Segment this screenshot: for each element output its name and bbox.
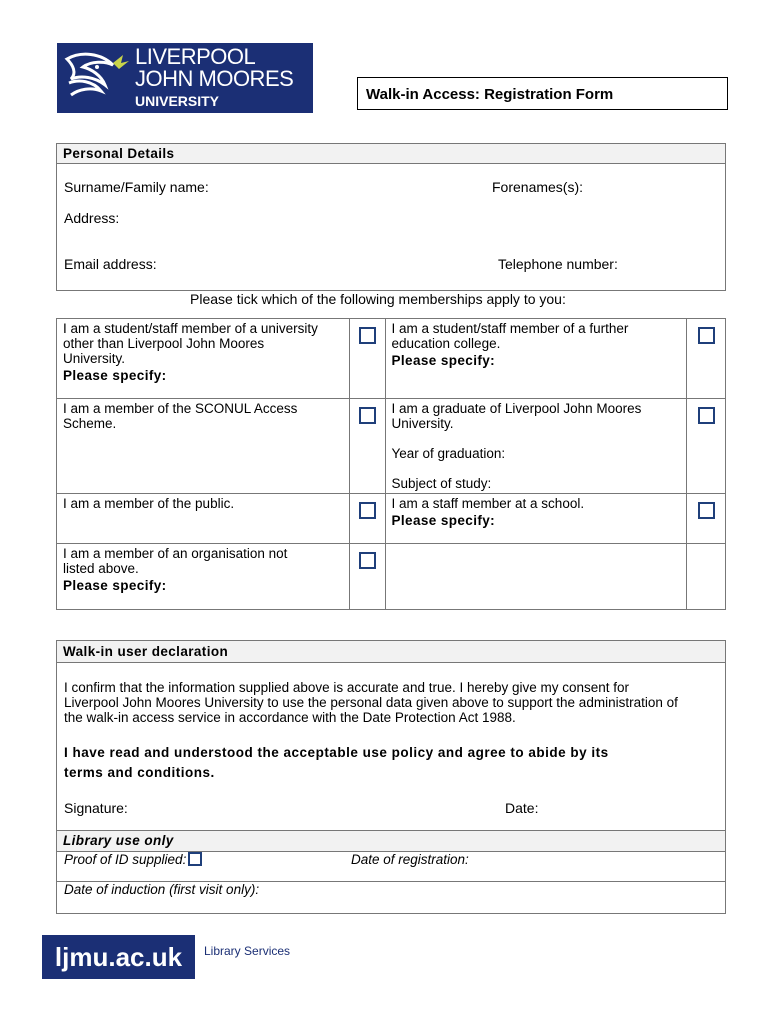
ljmu-graduate-checkbox[interactable]	[698, 407, 715, 424]
graduation-year-field[interactable]: Year of graduation:	[391, 446, 506, 461]
liver-bird-icon	[61, 49, 131, 107]
declaration-section	[56, 640, 726, 914]
checkbox-cell	[349, 319, 385, 399]
checkbox-cell	[349, 399, 385, 494]
membership-text: I am a graduate of Liverpool John Moores	[391, 401, 642, 416]
membership-cell	[57, 494, 350, 544]
ljmu-website-logo: ljmu.ac.uk	[42, 935, 195, 979]
fe-college-checkbox[interactable]	[698, 327, 715, 344]
membership-text: other than Liverpool John Moores	[63, 336, 265, 351]
surname-field[interactable]: Surname/Family name:	[64, 179, 209, 195]
telephone-field[interactable]: Telephone number:	[498, 256, 618, 272]
registration-date-field[interactable]: Date of registration:	[351, 852, 469, 867]
membership-text: University.	[391, 416, 454, 431]
declaration-line: Liverpool John Moores University to use the personal data given above to support the administration of	[64, 695, 678, 710]
membership-text: I am a staff member at a school.	[391, 496, 585, 511]
please-specify-label: Please specify:	[391, 353, 496, 368]
university-member-checkbox[interactable]	[359, 327, 376, 344]
library-use-heading: Library use only	[63, 833, 174, 848]
empty-cell	[385, 544, 687, 610]
acceptable-use-statement	[64, 743, 609, 783]
membership-text: listed above.	[63, 561, 139, 576]
empty-cell	[687, 544, 726, 610]
declaration-line: the walk-in access service in accordance with the Date Protection Act 1988.	[64, 710, 516, 725]
membership-cell	[57, 544, 350, 610]
personal-details-heading: Personal Details	[57, 144, 725, 164]
public-member-checkbox[interactable]	[359, 502, 376, 519]
membership-text: I am a member of the SCONUL Access	[63, 401, 298, 416]
logo-line-2: JOHN MOORES	[135, 66, 294, 91]
logo-line-3: UNIVERSITY	[135, 93, 220, 109]
checkbox-cell	[687, 494, 726, 544]
membership-text: I am a student/staff member of a university	[63, 321, 318, 336]
university-logo	[57, 43, 313, 113]
checkbox-cell	[687, 319, 726, 399]
proof-of-id-checkbox[interactable]	[188, 852, 202, 866]
date-field[interactable]: Date:	[505, 800, 539, 816]
membership-instruction: Please tick which of the following memberships apply to you:	[190, 291, 566, 307]
checkbox-cell	[687, 399, 726, 494]
table-row	[57, 399, 726, 494]
membership-text: I am a member of the public.	[63, 496, 235, 511]
forenames-field[interactable]: Forenames(s):	[492, 179, 584, 195]
table-row	[57, 544, 726, 610]
membership-cell	[57, 399, 350, 494]
logo-line-1: LIVERPOOL	[135, 44, 256, 69]
address-field[interactable]: Address:	[64, 210, 120, 226]
membership-text: Scheme.	[63, 416, 117, 431]
table-row	[57, 494, 726, 544]
membership-text: education college.	[391, 336, 501, 351]
declaration-paragraph	[64, 680, 678, 725]
membership-cell	[385, 399, 687, 494]
email-field[interactable]: Email address:	[64, 256, 157, 272]
personal-details-section	[56, 143, 726, 291]
school-staff-checkbox[interactable]	[698, 502, 715, 519]
membership-text: I am a member of an organisation not	[63, 546, 288, 561]
please-specify-label: Please specify:	[63, 368, 167, 383]
membership-cell	[385, 319, 687, 399]
induction-date-field[interactable]: Date of induction (first visit only):	[64, 882, 260, 897]
library-use-header	[57, 830, 725, 852]
statement-line: terms and conditions.	[64, 765, 215, 780]
memberships-table	[56, 318, 726, 610]
organisation-checkbox[interactable]	[359, 552, 376, 569]
membership-cell	[57, 319, 350, 399]
subject-of-study-field[interactable]: Subject of study:	[391, 476, 492, 491]
please-specify-label: Please specify:	[63, 578, 167, 593]
checkbox-cell	[349, 544, 385, 610]
table-row	[57, 319, 726, 399]
please-specify-label: Please specify:	[391, 513, 496, 528]
membership-cell	[385, 494, 687, 544]
sconul-checkbox[interactable]	[359, 407, 376, 424]
checkbox-cell	[349, 494, 385, 544]
proof-of-id-label: Proof of ID supplied:	[64, 852, 187, 867]
library-services-label: Library Services	[204, 944, 291, 958]
membership-text: University.	[63, 351, 126, 366]
form-title: Walk-in Access: Registration Form	[357, 77, 728, 110]
declaration-line: I confirm that the information supplied above is accurate and true. I hereby give my consent for	[64, 680, 630, 695]
proof-of-id-field	[64, 852, 202, 867]
signature-field[interactable]: Signature:	[64, 800, 128, 816]
statement-line: I have read and understood the acceptable use policy and agree to abide by its	[64, 745, 609, 760]
declaration-heading: Walk-in user declaration	[57, 641, 725, 663]
membership-text: I am a student/staff member of a further	[391, 321, 629, 336]
